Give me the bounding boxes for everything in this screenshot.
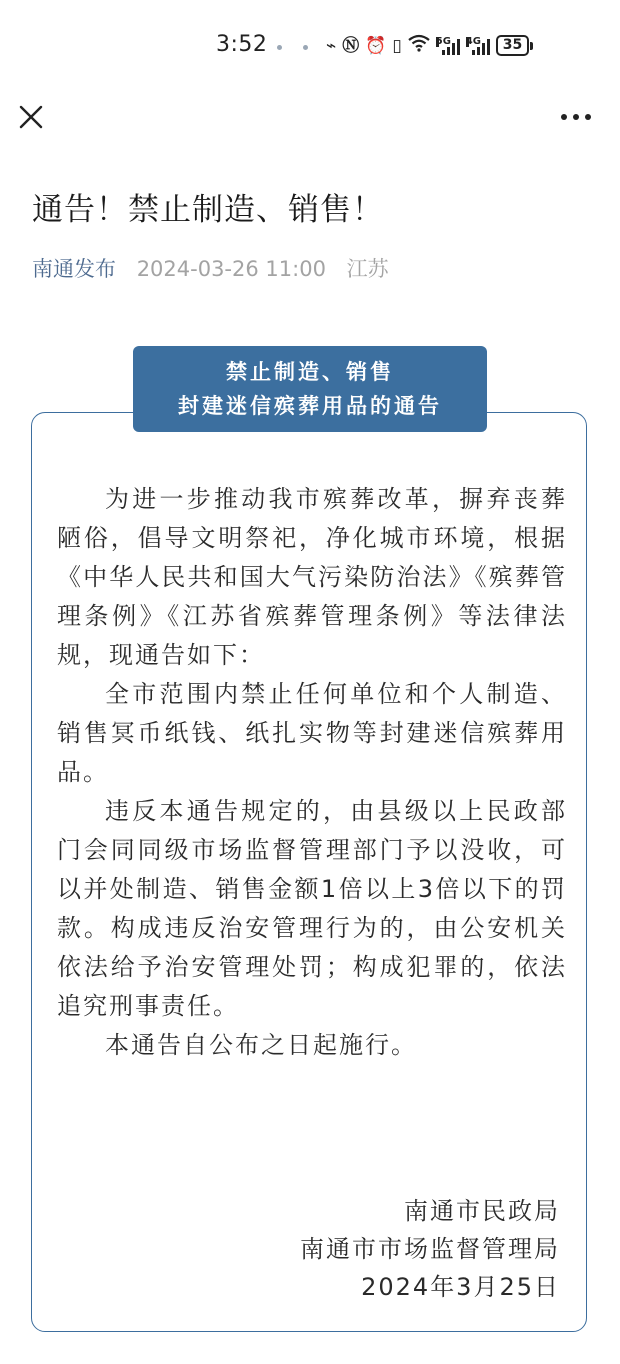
publish-region: 江苏 — [346, 257, 389, 281]
article-meta — [32, 253, 389, 283]
publish-date: 2024-03-26 11:00 — [136, 257, 326, 281]
notice-banner — [133, 346, 487, 432]
banner-line-1: 禁止制造、销售 — [226, 360, 394, 384]
signal-5g-icon: 5G — [436, 37, 460, 55]
battery-level: 35 — [496, 35, 529, 56]
nfc-icon: ⌁ — [326, 35, 337, 56]
notification-dot-icon — [277, 45, 282, 50]
status-icons — [326, 34, 533, 57]
status-time: 3:52 — [216, 32, 268, 57]
notification-dot-icon — [303, 45, 308, 50]
wifi-icon — [408, 34, 430, 57]
author-link[interactable]: 南通发布 — [32, 257, 116, 281]
banner-line-2: 封建迷信殡葬用品的通告 — [178, 394, 442, 418]
battery-icon — [496, 35, 533, 56]
more-horizontal-icon — [556, 100, 596, 134]
signature-org-civil-affairs: 南通市民政局 — [404, 1197, 560, 1225]
more-button[interactable] — [556, 100, 596, 134]
vibrate-icon: ▯ — [392, 35, 402, 56]
close-button[interactable] — [14, 100, 48, 134]
article-title: 通告！禁止制造、销售！ — [32, 192, 384, 228]
notice-paragraph: 为进一步推动我市殡葬改革，摒弃丧葬陋俗，倡导文明祭祀，净化城市环境，根据《中华人民共和国大气污染防治法》《殡葬管理条例》《江苏省殡葬管理条例》等法律法规，现通告如下： — [57, 485, 567, 669]
notice-body — [57, 480, 567, 1065]
alarm-icon: ⏰ — [365, 35, 387, 56]
signal-4g-icon: 4G — [466, 37, 490, 55]
signature-org-market-supervision: 南通市市场监督管理局 — [300, 1235, 560, 1263]
signature-date: 2024年3月25日 — [361, 1273, 560, 1301]
notice-paragraph: 本通告自公布之日起施行。 — [105, 1031, 417, 1059]
close-icon — [14, 100, 48, 134]
status-bar — [0, 28, 620, 64]
notice-paragraph: 全市范围内禁止任何单位和个人制造、销售冥币纸钱、纸扎实物等封建迷信殡葬用品。 — [57, 680, 567, 786]
notice-signature — [300, 1192, 560, 1306]
nfc-n-icon: Ⓝ — [342, 35, 360, 56]
notice-paragraph: 违反本通告规定的，由县级以上民政部门会同同级市场监督管理部门予以没收，可以并处制造、销售金额1倍以上3倍以下的罚款。构成违反治安管理行为的，由公安机关依法给予治安管理处罚；构成犯罪的，依法追究刑事责任。 — [57, 797, 567, 1020]
